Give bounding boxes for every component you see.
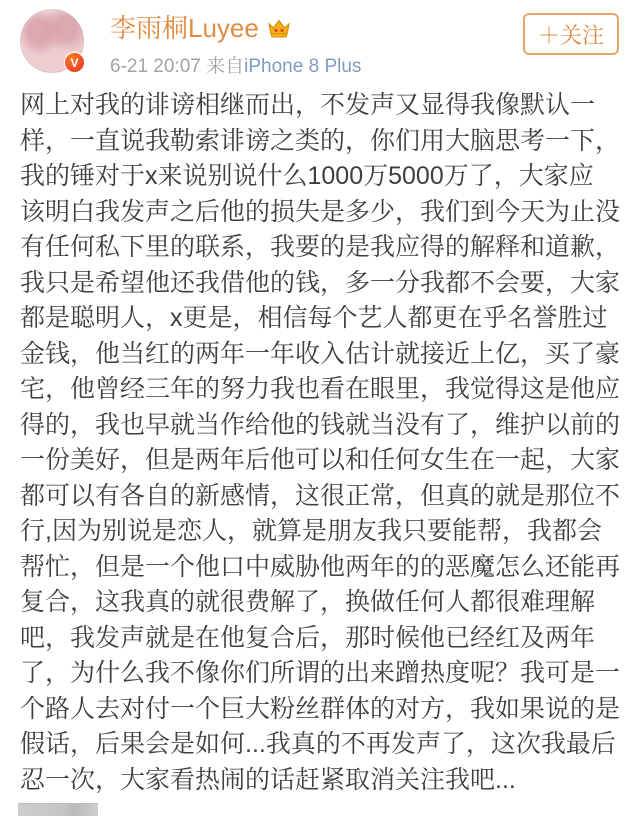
post-text-line: 有任何私下里的联系，我要的是我应得的解释和道歉， [20, 233, 621, 261]
post-header [0, 0, 640, 86]
vip-crown-icon [267, 17, 291, 39]
post-text-line: 一份美好，但是两年后他可以和任何女生在一起，大家 [20, 446, 621, 474]
username-link[interactable]: 李雨桐Luyee [110, 13, 259, 43]
post-text-line: 假话，后果会是如何...我真的不再发声了，这次我最后 [20, 730, 616, 758]
post-text-line: 样，一直说我勒索诽谤之类的，你们用大脑思考一下， [20, 126, 621, 155]
post-text-line: 得的，我也早就当作给他的钱就当没有了，维护以前的 [20, 410, 621, 439]
post-text-line: 帮忙，但是一个他口中威胁他两年的的恶魔怎么还能再 [20, 552, 621, 581]
post-text-line: 忍一次，大家看热闹的话赶紧取消关注我吧... [20, 765, 516, 794]
post-text-line: 我只是希望他还我借他的钱，多一分我都不会要，大家 [20, 268, 621, 297]
post-text-line: 了，为什么我不像你们所谓的出来蹭热度呢？我可是一 [20, 659, 621, 687]
post-meta [110, 51, 361, 78]
post-text-line: 个路人去对付一个巨大粉丝群体的对方，我如果说的是 [20, 694, 621, 723]
source-prefix: 来自 [206, 56, 245, 77]
username-row [110, 13, 291, 43]
post-text-line: 我的锤对于x来说别说什么1000万5000万了，大家应 [20, 162, 594, 190]
timestamp: 6-21 20:07 [110, 56, 201, 77]
post-text-line: 都是聪明人，x更是，相信每个艺人都更在乎名誉胜过 [20, 304, 608, 332]
post-text-line: 网上对我的诽谤相继而出，不发声又显得我像默认一 [20, 91, 596, 119]
post-text-line: 复合，这我真的就很费解了，换做任何人都很难理解 [20, 588, 596, 616]
post-text-line: 吧，我发声就是在他复合后，那时候他已经红及两年 [20, 623, 596, 652]
post-text-line: 金钱，他当红的两年一年收入估计就接近上亿，买了豪 [20, 339, 621, 368]
post-text-line: 宅，他曾经三年的努力我也看在眼里，我觉得这是他应 [20, 375, 621, 403]
avatar[interactable] [20, 9, 84, 73]
source-device-link[interactable]: iPhone 8 Plus [244, 56, 362, 77]
post-text-line: 都可以有各自的新感情，这很正常，但真的就是那位不 [20, 481, 621, 510]
follow-button[interactable]: ＋关注 [523, 13, 619, 55]
post-text [20, 88, 624, 798]
verified-v-badge-icon: V [64, 52, 85, 73]
post-text-line: 行,因为别说是恋人，就算是朋友我只要能帮，我都会 [20, 517, 602, 545]
post-text-line: 该明白我发声之后他的损失是多少，我们到今天为止没 [20, 197, 621, 226]
